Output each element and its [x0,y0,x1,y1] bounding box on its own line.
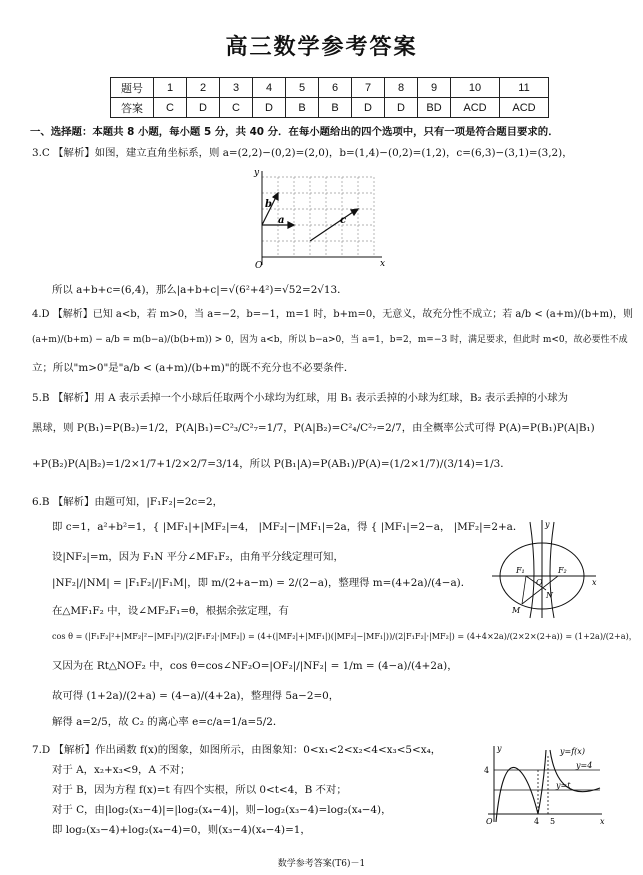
table-row [111,98,549,118]
line-y4-label: y=4 [576,761,593,770]
origin-label: O [486,817,493,826]
table-cell: 题号 [111,78,154,98]
q6-line: 又因为在 Rt△NOF₂ 中，cos θ=cos∠NF₂O=|OF₂|/|NF₂| = 1/m = (4−a)/(4+2a)， [52,660,458,672]
table-cell: 答案 [111,98,154,118]
section-header: 一、选择题：本题共 8 小题，每小题 5 分，共 40 分．在每小题给出的四个选项中，只有一项是符合题目要求的． [30,126,559,138]
q6-line: 在△MF₁F₂ 中，设∠MF₂F₁=θ，根据余弦定理，有 [52,605,289,617]
table-cell: 6 [319,78,352,98]
table-cell: BD [418,98,451,118]
q5-line: 5.B 【解析】用 A 表示丢掉一个小球后任取两个小球均为红球，用 B₁ 表示丢掉的小球为红球，B₂ 表示丢掉的小球为 [32,392,569,404]
table-cell: 1 [154,78,187,98]
q6-line: |NF₂|/|NM| = |F₁F₂|/|F₁M|，即 m/(2+a−m) = 2/(2−a)，整理得 m=(4+2a)/(4−a)． [52,577,472,589]
table-cell: D [187,98,220,118]
table-cell: C [154,98,187,118]
y-tick-4: 4 [484,766,490,775]
q4-line: 立；所以"m>0"是"a/b < (a+m)/(b+m)"的既不充分也不必要条件． [32,362,355,374]
table-cell: D [253,98,286,118]
origin-label: O [536,578,543,587]
q3-line: 所以 a+b+c=(6,4)，那么|a+b+c|=√(6²+4²)=√52=2√13． [52,284,348,296]
q6-line: 故可得 (1+2a)/(2+a) = (4−a)/(4+2a)，整理得 5a−2=0， [52,690,340,702]
q6-line: 6.B 【解析】由题可知，|F₁F₂|=2c=2， [32,496,223,508]
table-row [111,78,549,98]
q7-function-figure [468,742,608,828]
x-tick-5: 5 [550,817,556,826]
table-cell: 7 [352,78,385,98]
answer-table [110,77,549,118]
table-cell: 4 [253,78,286,98]
table-cell: 11 [500,78,549,98]
x-axis-label: x [380,259,386,269]
y-axis-label: y [497,744,502,753]
x-axis-label: x [592,578,597,587]
point-n-label: N [546,591,553,600]
q5-line: 黑球，则 P(B₁)=P(B₂)=1/2，P(A|B₁)=C²₃/C²₇=1/7，P(A|B₂)=C²₄/C²₇=2/7，由全概率公式可得 P(A)=P(B₁)P(A|B₁) [32,422,595,434]
table-cell: D [352,98,385,118]
table-cell: ACD [500,98,549,118]
table-cell: 3 [220,78,253,98]
q7-line: 即 log₂(x₃−4)+log₂(x₄−4)=0，则(x₃−4)(x₄−4)=1， [52,824,311,836]
table-cell: C [220,98,253,118]
focus-f1-label: F₁ [516,566,525,575]
y-axis-label: y [545,520,550,529]
table-cell: 9 [418,78,451,98]
q7-line: 对于 A，x₂+x₃<9，A 不对； [52,764,191,776]
q4-line: 4.D 【解析】已知 a<b，若 m>0，当 a=−2，b=−1，m=1 时，b+m=0，无意义，故充分性不成立；若 a/b < (a+m)/(b+m)，则 [32,309,633,320]
vector-b-label: b [265,199,272,210]
line-yt-label: y=t [556,781,571,790]
x-axis-label: x [600,817,605,826]
table-cell: 5 [286,78,319,98]
q7-line: 对于 B，因为方程 f(x)=t 有四个实根，所以 0<t<4，B 不对； [52,784,347,796]
q7-line: 7.D 【解析】作出函数 f(x)的图象，如图所示，由图象知：0<x₁<2<x₂<4<x₃<5<x₄， [32,744,442,756]
table-cell: B [286,98,319,118]
q6-line: 即 c=1，a²+b²=1，{ |MF₁|+|MF₂|=4， |MF₂|−|MF₁|=2a，得 { |MF₁|=2−a， |MF₂|=2+a． [52,521,524,533]
point-m-label: M [512,606,521,615]
table-cell: B [319,98,352,118]
x-tick-4: 4 [534,817,540,826]
q7-line: 对于 C，由|log₂(x₃−4)|=|log₂(x₄−4)|，则−log₂(x₃−4)=log₂(x₄−4)， [52,804,392,816]
q5-line: +P(B₂)P(A|B₂)=1/2×1/7+1/2×2/7=3/14，所以 P(B₁|A)=P(AB₁)/P(A)=(1/2×1/7)/(3/14)=1/3． [32,458,511,470]
q3-vector-figure [250,165,390,277]
vector-c-label: c [340,215,347,226]
page-footer: 数学参考答案(T6)－1 [277,859,366,869]
focus-f2-label: F₂ [558,566,567,575]
q6-line: cos θ = (|F₁F₂|²+|MF₂|²−|MF₁|²)/(2|F₁F₂|·|MF₂|) = (4+(|MF₂|+|MF₁|)(|MF₂|−|MF₁|))/(2|F₁F₂|·|MF₂|) = (4+4×2a)/(2×2×(2+a)) = (1+2a)/(2+a)， [52,631,637,641]
q6-line: 解得 a=2/5，故 C₂ 的离心率 e=c/a=1/a=5/2． [52,716,284,728]
q4-line: (a+m)/(b+m) − a/b = m(b−a)/(b(b+m)) > 0，因为 a<b，所以 b−a>0，当 a=1，b=2，m=−3 时，满足要求，但此时 m<0，故必要性不成 [32,335,628,345]
curve-label: y=f(x) [560,747,585,756]
table-cell: 8 [385,78,418,98]
origin-label: O [255,261,263,271]
table-cell: 10 [451,78,500,98]
q3-line: 3.C 【解析】如图，建立直角坐标系，则 a=(2,2)−(0,2)=(2,0)，b=(1,4)−(0,2)=(1,2)，c=(6,3)−(3,1)=(3,2)， [32,147,573,159]
page-title: 高三数学参考答案 [225,34,418,60]
vector-a-label: a [278,215,285,226]
table-cell: ACD [451,98,500,118]
q6-ellipse-figure [488,518,600,620]
table-cell: 2 [187,78,220,98]
y-axis-label: y [254,168,260,178]
q6-line: 设|NF₂|=m，因为 F₁N 平分∠MF₁F₂，由角平分线定理可知， [52,551,344,563]
table-cell: D [385,98,418,118]
